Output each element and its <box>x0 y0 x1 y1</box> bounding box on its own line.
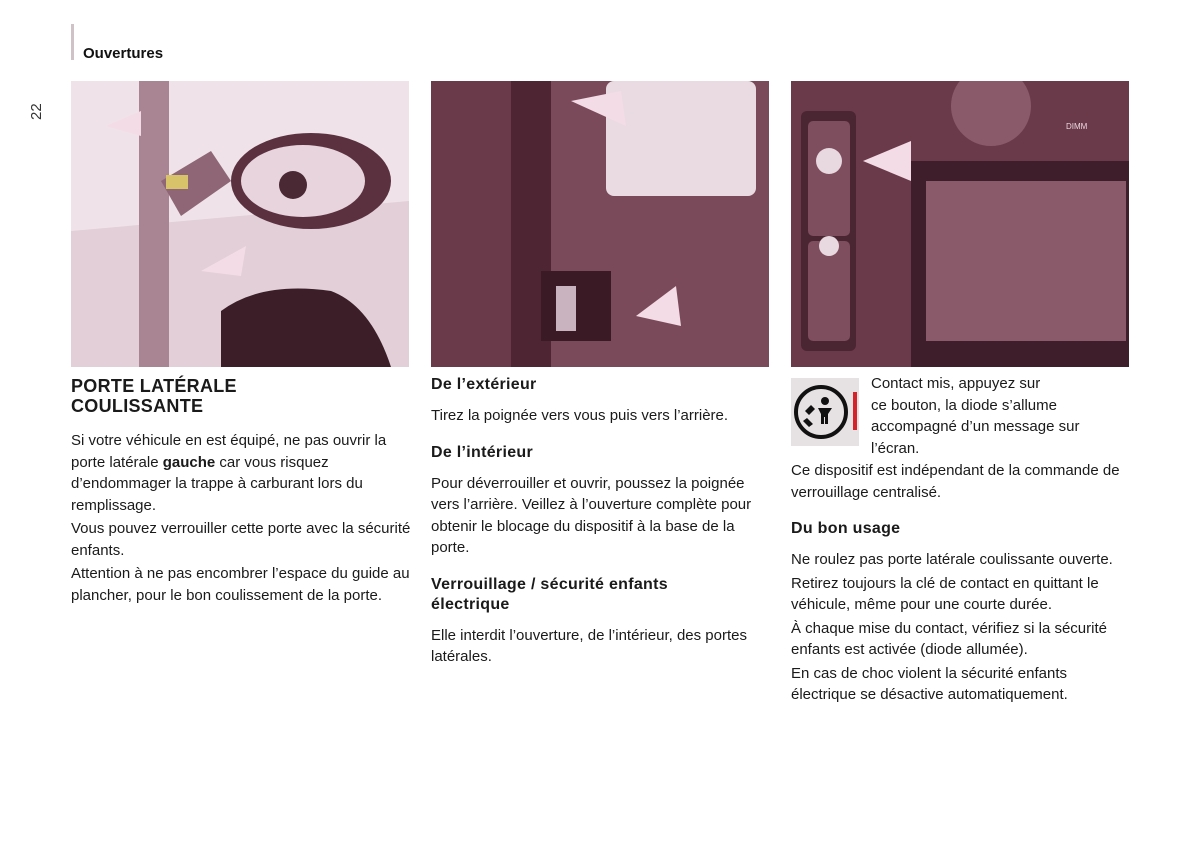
heading-inside: De l’intérieur <box>431 443 534 461</box>
floor-guide-paragraph: Attention à ne pas encombrer l’espace du guide au plancher, pour le bon coulissement de la porte. <box>71 565 410 604</box>
door-handle-illustration <box>431 81 769 367</box>
heading-proper-use: Du bon usage <box>791 520 901 537</box>
page-number: 22 <box>28 103 45 120</box>
column-opening <box>431 375 771 670</box>
heading-outside: De l’extérieur <box>431 376 537 393</box>
column-child-safety <box>791 460 1136 708</box>
outside-paragraph: Tirez la poignée vers vous puis vers l’arrière. <box>431 407 729 424</box>
usage-paragraph-4: En cas de choc violent la sécurité enfants électrique se désactive automatiquement. <box>791 664 1068 703</box>
icon-description: Contact mis, appuyez sur ce bouton, la diode s’allume accompagné d’un message sur l’écran. <box>871 375 1080 457</box>
fuel-flap-illustration <box>71 81 409 367</box>
child-lock-button-icon <box>791 378 859 446</box>
dashboard-dimm-label: DIMM <box>1066 122 1088 131</box>
child-lock-paragraph: Vous pouvez verrouiller cette porte avec la sécurité enfants. <box>71 520 411 559</box>
inside-paragraph: Pour déverrouiller et ouvrir, poussez la poignée vers l’arrière. Veillez à l’ouverture complète pour obtenir le blocage du dispositif à la base de la porte. <box>431 474 752 556</box>
dashboard-button-illustration <box>791 81 1129 367</box>
heading-electric-lock: Verrouillage / sécurité enfants électrique <box>431 575 668 613</box>
section-title: Ouvertures <box>83 45 164 62</box>
main-heading: PORTE LATÉRALE COULISSANTE <box>71 376 237 416</box>
usage-paragraph-3: À chaque mise du contact, vérifiez si la sécurité enfants est activée (diode allumée). <box>791 619 1107 658</box>
header-accent-bar <box>71 24 74 60</box>
electric-lock-paragraph: Elle interdit l’ouverture, de l’intérieur, des portes latérales. <box>431 626 747 665</box>
column-sliding-door <box>71 376 413 608</box>
independent-paragraph: Ce dispositif est indépendant de la commande de verrouillage centralisé. <box>791 462 1120 501</box>
usage-paragraph-2: Retirez toujours la clé de contact en quittant le véhicule, même pour une courte durée. <box>791 574 1099 613</box>
warning-paragraph: Si votre véhicule en est équipé, ne pas ouvrir la porte latérale gauche car vous risquez d’endommager la trappe à carburant lors du remplissage. <box>71 432 387 514</box>
usage-paragraph-1: Ne roulez pas porte latérale coulissante ouverte. <box>791 551 1113 568</box>
